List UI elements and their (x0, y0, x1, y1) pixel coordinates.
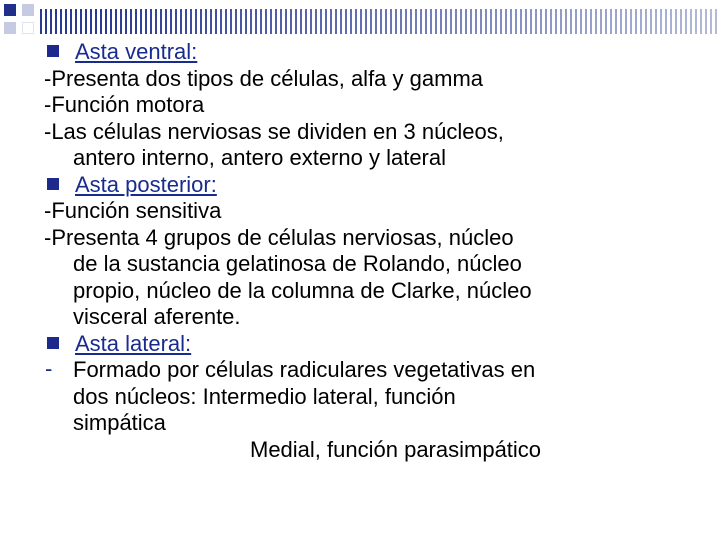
heading-link[interactable]: Asta ventral: (75, 39, 198, 64)
body-line-continued: propio, núcleo de la columna de Clarke, núcleo (73, 277, 532, 303)
body-line-continued: visceral aferente. (73, 304, 241, 329)
section-heading-asta-posterior (44, 172, 720, 199)
body-line: Formado por células radiculares vegetativas en (73, 357, 536, 382)
square-bullet-icon (47, 337, 59, 349)
header-stripe-bar (40, 9, 720, 34)
slide-body (44, 39, 720, 463)
deco-square-light (4, 22, 16, 34)
section-heading-asta-ventral (44, 39, 720, 66)
body-line-continued: dos núcleos: Intermedio lateral, función (73, 383, 456, 409)
body-line-continued: antero interno, antero externo y lateral (73, 145, 447, 170)
heading-link[interactable]: Asta posterior: (75, 171, 217, 197)
body-line: -Función motora (44, 92, 205, 117)
body-line: -Presenta dos tipos de células, alfa y gamma (44, 65, 484, 91)
deco-square-dark (4, 4, 16, 16)
dash-bullet: - (45, 356, 53, 381)
square-bullet-icon (47, 178, 59, 190)
square-bullet-icon (47, 45, 59, 57)
deco-square-light (22, 4, 34, 16)
dash-list-item (44, 357, 720, 384)
body-line-continued: simpática (73, 410, 166, 435)
body-line: -Función sensitiva (44, 198, 222, 223)
body-line-indented: Medial, función parasimpático (250, 436, 542, 462)
body-line: -Presenta 4 grupos de células nerviosas, núcleo (44, 224, 514, 250)
deco-square-white (22, 22, 34, 34)
body-line-continued: de la sustancia gelatinosa de Rolando, núcleo (73, 251, 522, 276)
heading-link[interactable]: Asta lateral: (75, 330, 192, 356)
section-heading-asta-lateral (44, 331, 720, 358)
body-line: -Las células nerviosas se dividen en 3 núcleos, (44, 118, 504, 144)
